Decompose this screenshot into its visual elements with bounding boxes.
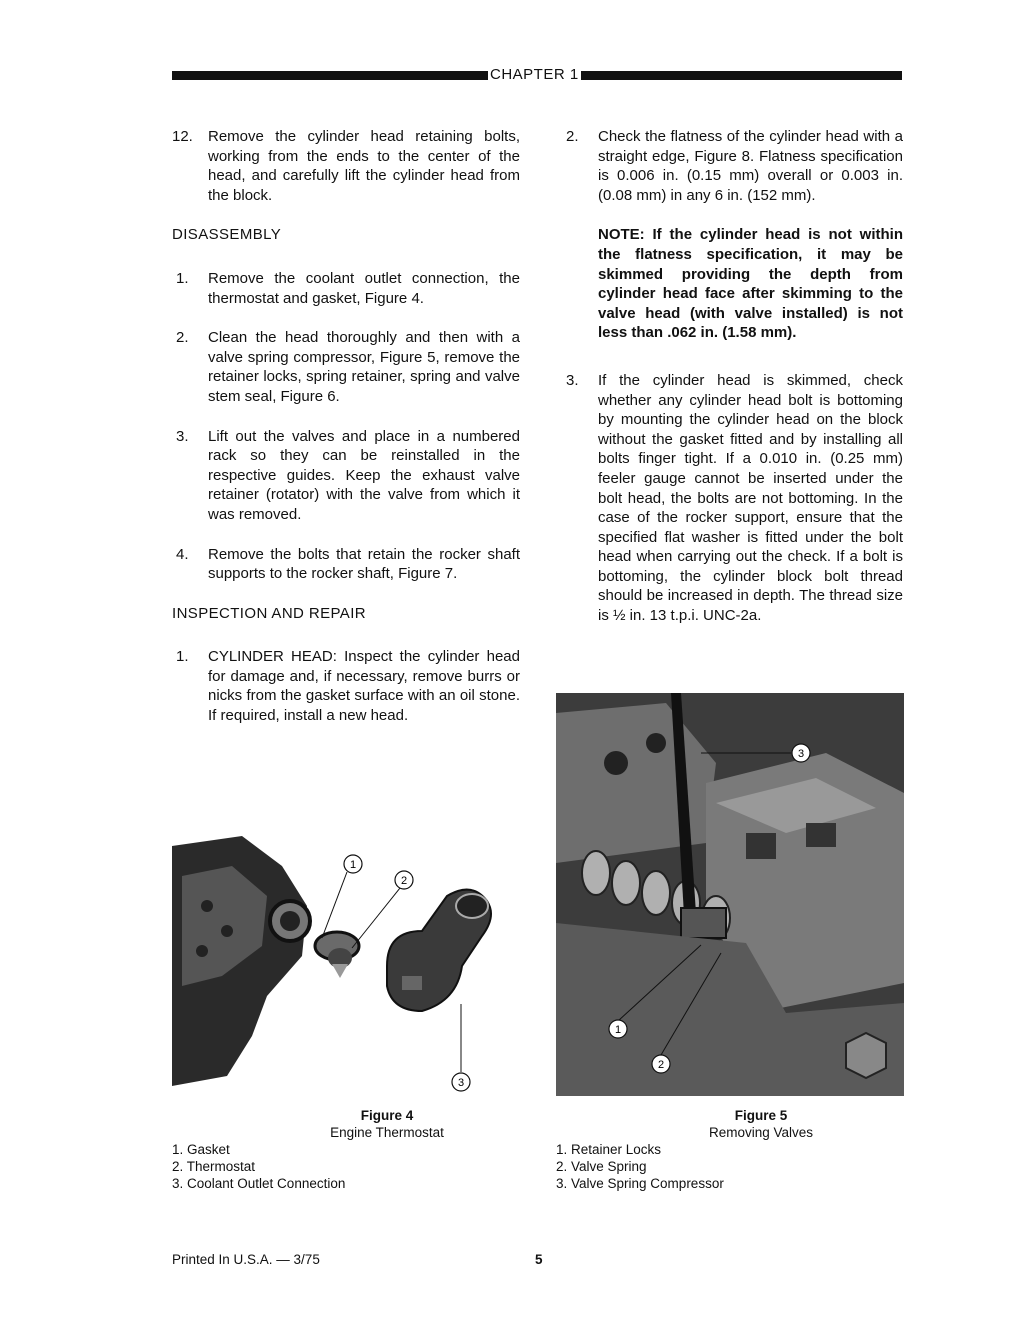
step-12 [172,127,520,205]
header-rule-right [581,71,902,80]
legend-item: 3. Coolant Outlet Connection [172,1176,346,1191]
bolt-hole [196,945,208,957]
flatness-note: NOTE: If the cylinder head is not within the flatness specification, it may be skimmed providing the depth from cylinder head face after skimming to the valve head (with valve installed) is not less than .062 in. (1.58 mm). [598,226,903,342]
callout-2: 2 [657,1059,665,1071]
step-number: 4. [176,545,189,563]
callout-3: 3 [457,1077,465,1089]
thermostat-drawing [172,836,508,1094]
disassembly-step [172,269,520,308]
port [646,733,666,753]
disassembly-step [172,545,520,584]
step-text: CYLINDER HEAD: Inspect the cylinder head for damage and, if necessary, remove burrs or nicks from the gasket surface with an oil stone. If required, install a new head. [208,648,520,725]
step-2 [566,127,903,205]
figure-5-subtitle: Removing Valves [708,1125,814,1140]
figure-5-legend [556,1141,896,1192]
disassembly-heading: DISASSEMBLY [172,226,282,244]
inspection-step [172,647,520,725]
page-number: 5 [535,1252,543,1267]
callout-2: 2 [400,875,408,887]
callout-1: 1 [349,859,357,871]
figure-5-caption [556,1107,896,1192]
outlet-hose-end [456,894,488,918]
disassembly-step [172,427,520,525]
step-number: 3. [566,371,579,389]
figure-4-illustration [172,836,508,1094]
callout-1: 1 [614,1024,622,1036]
port [806,823,836,847]
chapter-title: CHAPTER 1 [490,66,579,83]
step-number: 2. [566,128,579,145]
step-text: Remove the bolts that retain the rocker shaft supports to the rocker shaft, Figure 7. [208,545,520,583]
right-column [566,127,903,646]
chapter-header [172,68,902,82]
printed-note: Printed In U.S.A. — 3/75 [172,1252,320,1267]
inspection-heading: INSPECTION AND REPAIR [172,604,366,622]
figure-5-illustration [556,683,904,1096]
valve-removal-photo [556,683,904,1096]
port [746,833,776,859]
step-text: Check the flatness of the cylinder head with a straight edge, Figure 8. Flatness specification is 0.006 in. (0.15 mm) overall or 0.003 in. (0.08 mm) in any 6 in. (152 mm). [598,128,903,204]
disassembly-step [172,328,520,406]
left-column [172,127,520,746]
bolt-hole [201,900,213,912]
plug-hex [846,1033,886,1078]
step-text: Lift out the valves and place in a numbered rack so they can be reinstalled in the respective guides. Keep the exhaust valve retainer (rotator) with the valve from which it was removed. [208,427,520,523]
step-number: 1. [176,269,189,287]
legend-item: 1. Gasket [172,1142,230,1157]
step-3 [566,371,903,626]
figure-4-title: Figure 4 [360,1108,414,1123]
step-number: 12. [172,128,193,145]
figure-4-caption [172,1107,512,1192]
port [604,751,628,775]
step-text: If the cylinder head is skimmed, check whether any cylinder head bolt is bottoming by mounting the cylinder head on the block without the gasket fitted and by installing all bolts finger tight. If a 0.010 in. (0.25 mm) feeler gauge cannot be inserted under the bolt head, the bolts are not bottoming. In the case of the rocker support, ensure that the specified flat washer is fitted under the bolt head when carrying out the check. If a bolt is bottoming, the cylinder block bolt thread should be increased in depth. The thread size is ½ in. 13 t.p.i. UNC-2a. [598,371,903,625]
step-text: Remove the coolant outlet connection, the thermostat and gasket, Figure 4. [208,269,520,307]
outlet-port-bore [280,911,300,931]
bolt-hole [221,925,233,937]
legend-item: 3. Valve Spring Compressor [556,1176,724,1191]
step-number: 2. [176,329,189,347]
step-number: 1. [176,648,189,666]
figure-4-legend [172,1141,512,1192]
step-text: Clean the head thoroughly and then with a valve spring compressor, Figure 5, remove the retainer locks, spring retainer, spring and valve stem seal, Figure 6. [208,329,520,405]
thermostat-spring [332,964,348,978]
step-text: Remove the cylinder head retaining bolts, working from the ends to the center of the head, and carefully lift the cylinder head from the block. [208,128,520,204]
outlet-boss [402,976,422,990]
callout-3: 3 [797,748,805,760]
legend-item: 2. Thermostat [172,1159,256,1174]
figure-5-title: Figure 5 [734,1108,788,1123]
step-number: 3. [176,427,189,445]
header-rule-left [172,71,488,80]
figure-4-subtitle: Engine Thermostat [330,1125,444,1140]
legend-item: 2. Valve Spring [556,1159,647,1174]
compressor-jaw [681,908,726,938]
legend-item: 1. Retainer Locks [556,1142,662,1157]
